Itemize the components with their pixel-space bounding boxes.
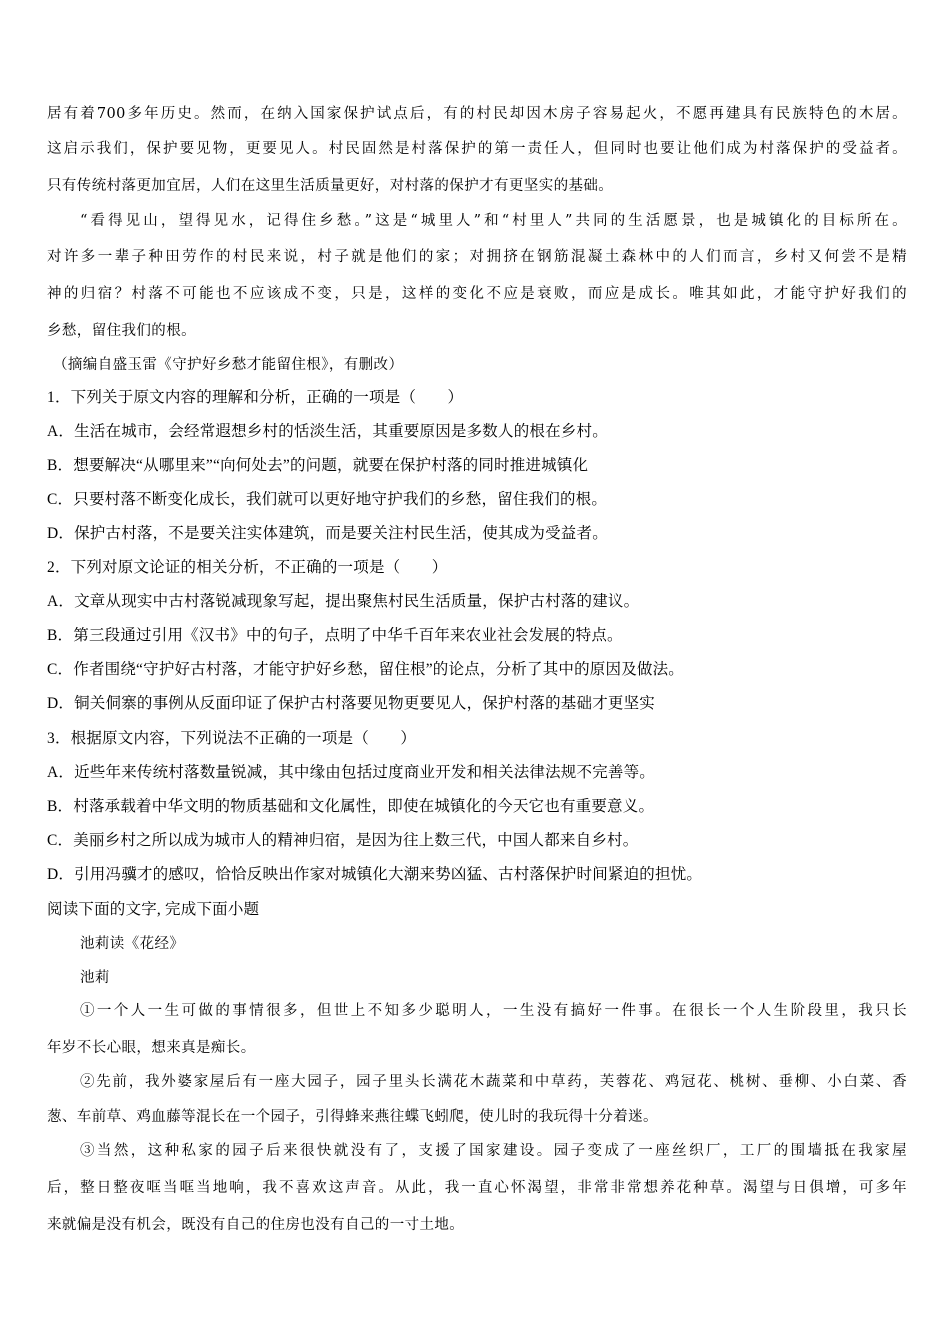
- question-option: C．美丽乡村之所以成为城市人的精神归宿，是因为往上数三代，中国人都来自乡村。: [47, 832, 639, 849]
- question-option: A．生活在城市，会经常遐想乡村的恬淡生活，其重要原因是多数人的根在乡村。: [47, 423, 608, 440]
- question-option: D．保护古村落，不是要关注实体建筑，而是要关注村民生活，使其成为受益者。: [47, 525, 608, 542]
- article-author: 池莉: [80, 970, 110, 986]
- question-option: C．作者围绕“守护好古村落，才能守护好乡愁，留住根”的论点，分析了其中的原因及做法。: [47, 661, 685, 678]
- question-option: B．想要解决“从哪里来”“向何处去”的问题，就要在保护村落的同时推进城镇化: [47, 457, 589, 474]
- passage2-line: ③当然，这种私家的园子后来很快就没有了，支援了国家建设。园子变成了一座丝织厂，工厂的围墙抵在我家屋: [80, 1143, 907, 1159]
- passage2-line: ①一个人一生可做的事情很多，但世上不知多少聪明人，一生没有搞好一件事。在很长一个人生阶段里，我只长: [80, 1003, 907, 1019]
- reading-instruction: 阅读下面的文字, 完成下面小题: [47, 901, 260, 918]
- passage1-line: 乡愁，留住我们的根。: [47, 323, 196, 339]
- question-option: D．铜关侗寨的事例从反面印证了保护古村落要见物更要见人，保护村落的基础才更坚实: [47, 695, 655, 712]
- question-stem: 1．下列关于原文内容的理解和分析，正确的一项是（ ）: [47, 389, 464, 406]
- question-option: B．第三段通过引用《汉书》中的句子，点明了中华千百年来农业社会发展的特点。: [47, 627, 623, 644]
- question-option: A．文章从现实中古村落锐减现象写起，提出聚焦村民生活质量，保护古村落的建议。: [47, 593, 640, 610]
- question-stem: 3．根据原文内容，下列说法不正确的一项是（ ）: [47, 730, 417, 747]
- passage1-line: 神的归宿？村落不可能也不应该成不变，只是，这样的变化不应是衰败，而应是成长。唯其如此，才能守护好我们的: [47, 286, 907, 302]
- passage2-line: 来就偏是没有机会，既没有自己的住房也没有自己的一寸土地。: [47, 1217, 465, 1233]
- question-option: C．只要村落不断变化成长，我们就可以更好地守护我们的乡愁，留住我们的根。: [47, 491, 608, 508]
- question-option: B．村落承载着中华文明的物质基础和文化属性，即使在城镇化的今天它也有重要意义。: [47, 798, 655, 815]
- passage1-line: “看得见山，望得见水，记得住乡愁。”这是“城里人”和“村里人”共同的生活愿景，也是城镇化的目标所在。: [80, 213, 907, 229]
- question-option: A．近些年来传统村落数量锐减，其中缘由包括过度商业开发和相关法律法规不完善等。: [47, 764, 655, 781]
- source-citation: （摘编自盛玉雷《守护好乡愁才能留住根》，有删改）: [53, 357, 404, 373]
- passage1-line: 这启示我们，保护要见物，更要见人。村民固然是村落保护的第一责任人，但同时也要让他们成为村落保护的受益者。: [47, 141, 907, 157]
- passage1-line: 对许多一辈子种田劳作的村民来说，村子就是他们的家；对拥挤在钢筋混凝土森林中的人们而言，乡村又何尝不是精: [47, 249, 907, 265]
- passage1-line: 居有着700多年历史。然而，在纳入国家保护试点后，有的村民却因木房子容易起火，不愿再建具有民族特色的木居。: [47, 106, 907, 122]
- passage2-line: 后，整日整夜哐当哐当地响，我不喜欢这声音。从此，我一直心怀渴望，非常非常想养花种草。渴望与日俱增，可多年: [47, 1180, 907, 1196]
- passage1-line: 只有传统村落更加宜居，人们在这里生活质量更好，对村落的保护才有更坚实的基础。: [47, 178, 614, 194]
- passage2-line: 年岁不长心眼，想来真是痴长。: [47, 1040, 256, 1056]
- question-stem: 2．下列对原文论证的相关分析，不正确的一项是（ ）: [47, 559, 448, 576]
- question-option: D．引用冯骥才的感叹，恰恰反映出作家对城镇化大潮来势凶猛、古村落保护时间紧迫的担忧。: [47, 866, 703, 883]
- passage2-line: ②先前，我外婆家屋后有一座大园子，园子里头长满花木蔬菜和中草药，芙蓉花、鸡冠花、桃树、垂柳、小白菜、香: [80, 1074, 907, 1090]
- article-title: 池莉读《花经》: [80, 936, 185, 952]
- passage2-line: 葱、车前草、鸡血藤等混长在一个园子，引得蜂来燕往蝶飞蚓爬，使儿时的我玩得十分着迷。: [47, 1109, 658, 1125]
